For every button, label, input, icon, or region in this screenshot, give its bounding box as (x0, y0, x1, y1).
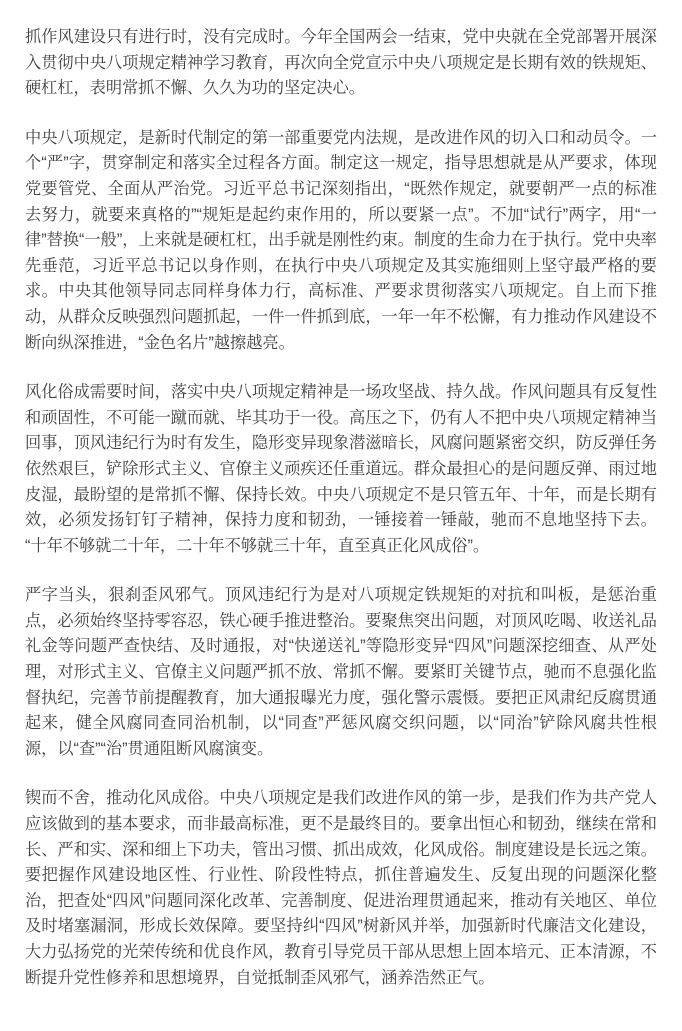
paragraph-intro: 抓作风建设只有进行时，没有完成时。今年全国两会一结束，党中央就在全党部署开展深入贯彻中央八项规定精神学习教育，再次向全党宣示中央八项规定是长期有效的铁规矩、硬杠杠，表明常抓不懈、久久为功的坚定决心。 (25, 28, 657, 98)
paragraph-strict-enforcement: 严字当头，狠刹歪风邪气。顶风违纪行为是对八项规定铁规矩的对抗和叫板，是惩治重点，必须始终坚持零容忍，铁心硬手推进整治。要聚焦突出问题，对顶风吃喝、收送礼品礼金等问题严查快结、及时通报，对“快递送礼”等隐形变异“四风”问题深挖细查、从严处理，对形式主义、官僚主义问题严抓不放、常抓不懈。要紧盯关键节点，驰而不息强化监督执纪，完善节前提醒教育，加大通报曝光力度，强化警示震慑。要把正风肃纪反腐贯通起来，健全风腐同查同治机制，以“同查”严惩风腐交织问题，以“同治”铲除风腐共性根源，以“查”“治”贯通阻断风腐演变。 (25, 586, 657, 758)
paragraph-persistence: 锲而不舍，推动化风成俗。中央八项规定是我们改进作风的第一步，是我们作为共产党人应该做到的基本要求，而非最高标准，更不是最终目的。要拿出恒心和韧劲，继续在常和长、严和实、深和细上下功夫，管出习惯、抓出成效，化风成俗。制度建设是长远之策。要把握作风建设地区性、行业性、阶段性特点，抓住普遍发生、反复出现的问题深化整治，把查处“四风”问题同深化改革、完善制度、促进治理贯通起来，推动有关地区、单位及时堵塞漏洞，形成长效保障。要坚持纠“四风”树新风并举，加强新时代廉洁文化建设，大力弘扬党的光荣传统和优良作风，教育引导党员干部从思想上固本培元、正本清源，不断提升党性修养和思想境界，自觉抵制歪风邪气，涵养浩然正气。 (25, 789, 657, 987)
paragraph-eight-point-rules: 中央八项规定，是新时代制定的第一部重要党内法规，是改进作风的切入口和动员令。一个“严”字，贯穿制定和落实全过程各方面。制定这一规定，指导思想就是从严要求，体现党要管党、全面从严治党。习近平总书记深刻指出，“既然作规定，就要朝严一点的标准去努力，就要来真格的”“规矩是起约束作用的，所以要紧一点”。不加“试行”两字，用“一律”替换“一般”，上来就是硬杠杠，出手就是刚性约束。制度的生命力在于执行。党中央率先垂范，习近平总书记以身作则，在执行中央八项规定及其实施细则上坚守最严格的要求。中央其他领导同志同样身体力行，高标准、严要求贯彻落实八项规定。自上而下推动，从群众反映强烈问题抓起，一件一件抓到底，一年一年不松懈，有力推动作风建设不断向纵深推进，“金色名片”越擦越亮。 (25, 128, 657, 352)
paragraph-long-term-battle: 风化俗成需要时间，落实中央八项规定精神是一场攻坚战、持久战。作风问题具有反复性和顽固性，不可能一蹴而就、毕其功于一役。高压之下，仍有人不把中央八项规定精神当回事，顶风违纪行为时有发生，隐形变异现象潜滋暗长，风腐问题紧密交织，防反弹任务依然艰巨，铲除形式主义、官僚主义顽疾还任重道远。群众最担心的是问题反弹、雨过地皮湿，最盼望的是常抓不懈、保持长效。中央八项规定不是只管五年、十年，而是长期有效，必须发扬钉钉子精神，保持力度和韧劲，一锤接着一锤敲，驰而不息地坚持下去。“十年不够就二十年，二十年不够就三十年，直至真正化风成俗”。 (25, 383, 657, 555)
